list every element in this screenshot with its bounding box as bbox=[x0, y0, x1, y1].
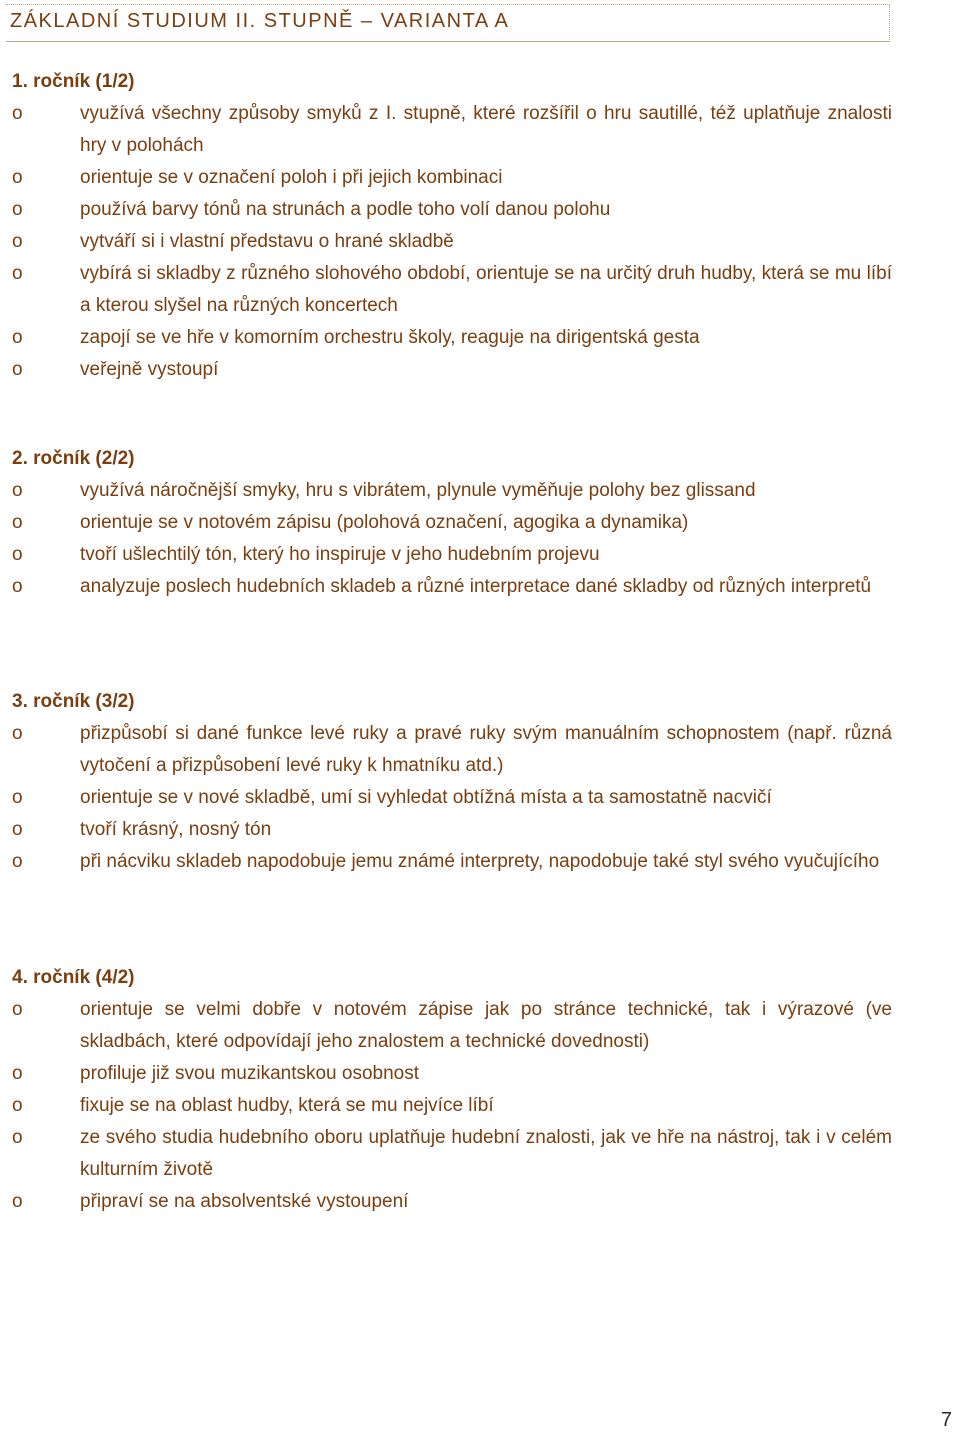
section-year-4 bbox=[12, 962, 892, 1218]
list-item bbox=[12, 322, 892, 354]
item-text: přizpůsobí si dané funkce levé ruky a pravé ruky svým manuálním schopnostem (např. různá vytočení a přizpůsobení levé ruky k hmatníku atd.) bbox=[80, 723, 892, 776]
bullet-icon: o bbox=[12, 480, 23, 501]
item-text: orientuje se velmi dobře v notovém zápise jak po stránce technické, tak i výrazové (ve skladbách, které odpovídají jeho znalostem a technické dovednosti) bbox=[80, 999, 892, 1052]
list-item bbox=[12, 994, 892, 1058]
page-title: ZÁKLADNÍ STUDIUM II. STUPNĚ – VARIANTA A bbox=[10, 10, 510, 32]
item-text: fixuje se na oblast hudby, která se mu nejvíce líbí bbox=[80, 1095, 494, 1116]
item-text: orientuje se v nové skladbě, umí si vyhledat obtížná místa a ta samostatně nacvičí bbox=[80, 787, 772, 808]
bullet-icon: o bbox=[12, 787, 23, 808]
item-list bbox=[12, 98, 892, 386]
bullet-icon: o bbox=[12, 512, 23, 533]
page-number: 7 bbox=[940, 1409, 952, 1431]
bullet-icon: o bbox=[12, 819, 23, 840]
list-item bbox=[12, 258, 892, 322]
section-year-3 bbox=[12, 686, 892, 878]
item-text: tvoří krásný, nosný tón bbox=[80, 819, 272, 840]
list-item bbox=[12, 475, 892, 507]
item-text: používá barvy tónů na strunách a podle toho volí danou polohu bbox=[80, 199, 611, 220]
item-text: připraví se na absolventské vystoupení bbox=[80, 1191, 409, 1212]
item-list bbox=[12, 994, 892, 1218]
list-item bbox=[12, 226, 892, 258]
bullet-icon: o bbox=[12, 359, 23, 380]
section-heading: 3. ročník (3/2) bbox=[12, 691, 135, 712]
bullet-icon: o bbox=[12, 1063, 23, 1084]
section-heading: 2. ročník (2/2) bbox=[12, 448, 135, 469]
bullet-icon: o bbox=[12, 544, 23, 565]
section-year-1 bbox=[12, 66, 892, 386]
list-item bbox=[12, 1122, 892, 1186]
item-text: profiluje již svou muzikantskou osobnost bbox=[80, 1063, 420, 1084]
list-item bbox=[12, 539, 892, 571]
list-item bbox=[12, 1090, 892, 1122]
bullet-icon: o bbox=[12, 723, 23, 744]
bullet-icon: o bbox=[12, 999, 23, 1020]
section-year-2 bbox=[12, 443, 892, 603]
list-item bbox=[12, 718, 892, 782]
item-text: při nácviku skladeb napodobuje jemu známé interprety, napodobuje také styl svého vyučujícího bbox=[80, 851, 880, 872]
bullet-icon: o bbox=[12, 263, 23, 284]
item-text: analyzuje poslech hudebních skladeb a různé interpretace dané skladby od různých interpretů bbox=[80, 576, 872, 597]
section-heading: 4. ročník (4/2) bbox=[12, 967, 135, 988]
item-text: zapojí se ve hře v komorním orchestru školy, reaguje na dirigentská gesta bbox=[80, 327, 700, 348]
item-text: orientuje se v označení poloh i při jejich kombinaci bbox=[80, 167, 503, 188]
bullet-icon: o bbox=[12, 231, 23, 252]
list-item bbox=[12, 354, 892, 386]
list-item bbox=[12, 507, 892, 539]
item-text: veřejně vystoupí bbox=[80, 359, 219, 380]
bullet-icon: o bbox=[12, 1095, 23, 1116]
item-text: využívá všechny způsoby smyků z I. stupně, které rozšířil o hru sautillé, též uplatňuje znalosti hry v polohách bbox=[80, 103, 892, 156]
bullet-icon: o bbox=[12, 1127, 23, 1148]
item-text: vytváří si i vlastní představu o hrané skladbě bbox=[80, 231, 454, 252]
item-text: vybírá si skladby z různého slohového období, orientuje se na určitý druh hudby, která se mu líbí a kterou slyšel na různých koncertech bbox=[80, 263, 892, 316]
bullet-icon: o bbox=[12, 576, 23, 597]
list-item bbox=[12, 814, 892, 846]
item-text: tvoří ušlechtilý tón, který ho inspiruje v jeho hudebním projevu bbox=[80, 544, 600, 565]
bullet-icon: o bbox=[12, 103, 23, 124]
item-list bbox=[12, 475, 892, 603]
bullet-icon: o bbox=[12, 199, 23, 220]
list-item bbox=[12, 1186, 892, 1218]
list-item bbox=[12, 571, 892, 603]
item-text: ze svého studia hudebního oboru uplatňuje hudební znalosti, jak ve hře na nástroj, tak i v celém kulturním životě bbox=[80, 1127, 892, 1180]
list-item bbox=[12, 1058, 892, 1090]
item-list bbox=[12, 718, 892, 878]
item-text: orientuje se v notovém zápisu (polohová označení, agogika a dynamika) bbox=[80, 512, 689, 533]
item-text: využívá náročnější smyky, hru s vibrátem, plynule vyměňuje polohy bez glissand bbox=[80, 480, 756, 501]
bullet-icon: o bbox=[12, 1191, 23, 1212]
bullet-icon: o bbox=[12, 851, 23, 872]
list-item bbox=[12, 162, 892, 194]
list-item bbox=[12, 98, 892, 162]
list-item bbox=[12, 782, 892, 814]
section-heading: 1. ročník (1/2) bbox=[12, 71, 135, 92]
list-item bbox=[12, 194, 892, 226]
bullet-icon: o bbox=[12, 167, 23, 188]
bullet-icon: o bbox=[12, 327, 23, 348]
list-item bbox=[12, 846, 892, 878]
